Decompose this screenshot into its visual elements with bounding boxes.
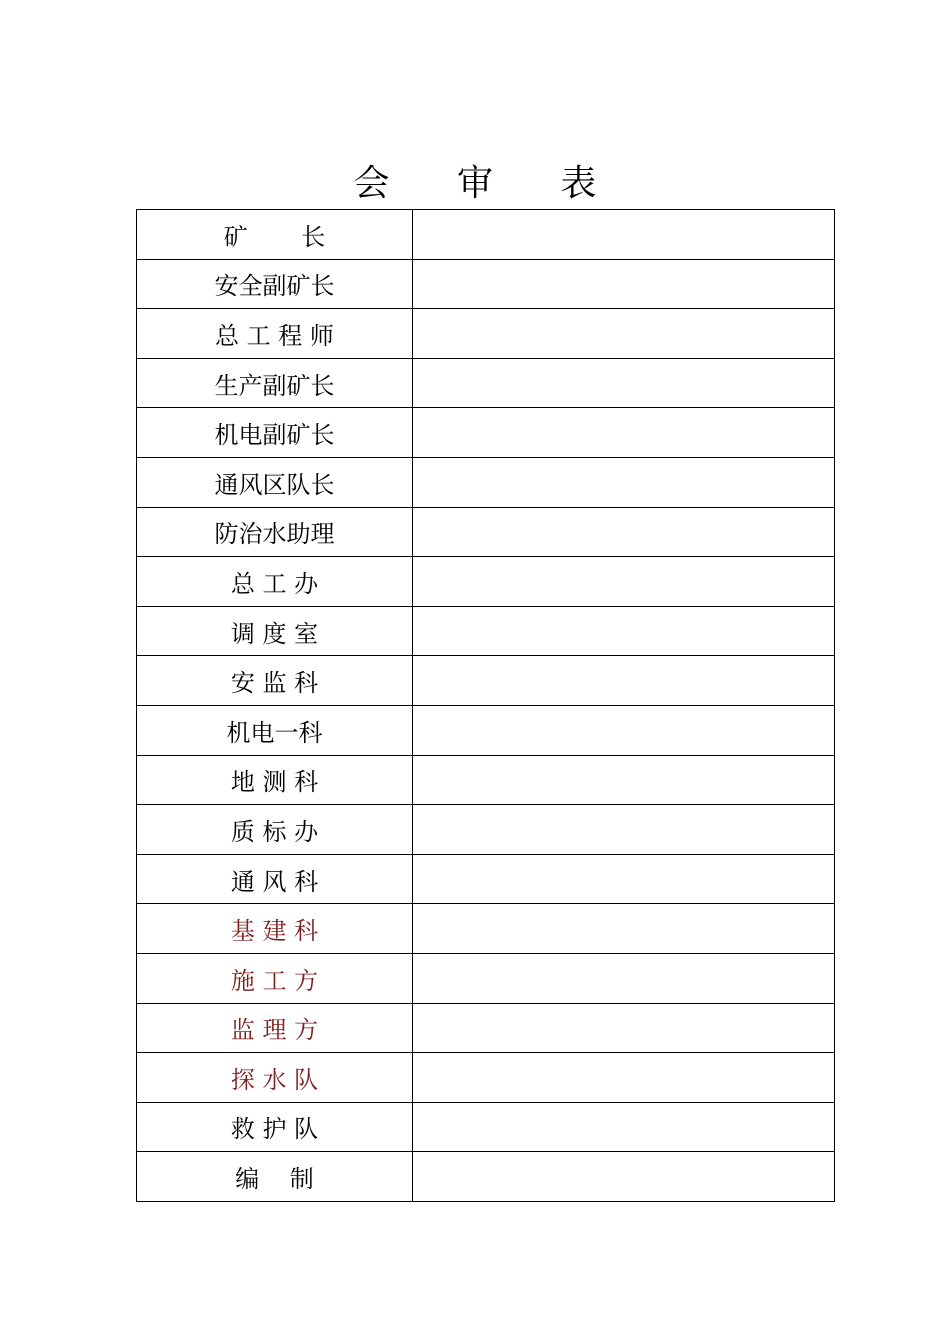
role-label: 通 风 科 — [137, 854, 413, 904]
table-row — [137, 309, 835, 359]
role-label: 安 监 科 — [137, 656, 413, 706]
role-label: 监 理 方 — [137, 1003, 413, 1053]
table-row — [137, 1152, 835, 1202]
role-label: 总 工 程 师 — [137, 309, 413, 359]
signature-cell[interactable] — [413, 457, 835, 507]
signature-cell[interactable] — [413, 656, 835, 706]
signature-cell[interactable] — [413, 557, 835, 607]
signature-cell[interactable] — [413, 1102, 835, 1152]
signature-cell[interactable] — [413, 210, 835, 260]
signature-cell[interactable] — [413, 259, 835, 309]
page-title: 会 审 表 — [353, 163, 625, 204]
role-label: 地 测 科 — [137, 755, 413, 805]
signature-cell[interactable] — [413, 408, 835, 458]
table-row — [137, 259, 835, 309]
signature-cell[interactable] — [413, 854, 835, 904]
table-row — [137, 557, 835, 607]
table-row — [137, 854, 835, 904]
role-label: 质 标 办 — [137, 805, 413, 855]
signature-cell[interactable] — [413, 1053, 835, 1103]
signature-cell[interactable] — [413, 1003, 835, 1053]
table-row — [137, 507, 835, 557]
role-label: 调 度 室 — [137, 606, 413, 656]
role-label: 总 工 办 — [137, 557, 413, 607]
signature-cell[interactable] — [413, 309, 835, 359]
table-row — [137, 755, 835, 805]
role-label: 机电一科 — [137, 705, 413, 755]
signature-cell[interactable] — [413, 1152, 835, 1202]
table-row — [137, 358, 835, 408]
table-row — [137, 408, 835, 458]
table-row — [137, 705, 835, 755]
role-label: 探 水 队 — [137, 1053, 413, 1103]
table-row — [137, 656, 835, 706]
role-label: 生产副矿长 — [137, 358, 413, 408]
signature-cell[interactable] — [413, 953, 835, 1003]
role-label: 防治水助理 — [137, 507, 413, 557]
table-row — [137, 1003, 835, 1053]
table-row — [137, 606, 835, 656]
signature-cell[interactable] — [413, 358, 835, 408]
role-label: 施 工 方 — [137, 953, 413, 1003]
review-table — [136, 209, 835, 1202]
signature-cell[interactable] — [413, 755, 835, 805]
table-row — [137, 1053, 835, 1103]
role-label: 安全副矿长 — [137, 259, 413, 309]
table-row — [137, 904, 835, 954]
signature-cell[interactable] — [413, 705, 835, 755]
signature-cell[interactable] — [413, 805, 835, 855]
table-row — [137, 210, 835, 260]
role-label: 编 制 — [137, 1152, 413, 1202]
role-label: 基 建 科 — [137, 904, 413, 954]
role-label: 通风区队长 — [137, 457, 413, 507]
table-row — [137, 953, 835, 1003]
table-row — [137, 805, 835, 855]
role-label: 救 护 队 — [137, 1102, 413, 1152]
signature-cell[interactable] — [413, 507, 835, 557]
review-table-body — [137, 210, 835, 1202]
role-label: 矿 长 — [137, 210, 413, 260]
table-row — [137, 1102, 835, 1152]
table-row — [137, 457, 835, 507]
role-label: 机电副矿长 — [137, 408, 413, 458]
signature-cell[interactable] — [413, 606, 835, 656]
signature-cell[interactable] — [413, 904, 835, 954]
